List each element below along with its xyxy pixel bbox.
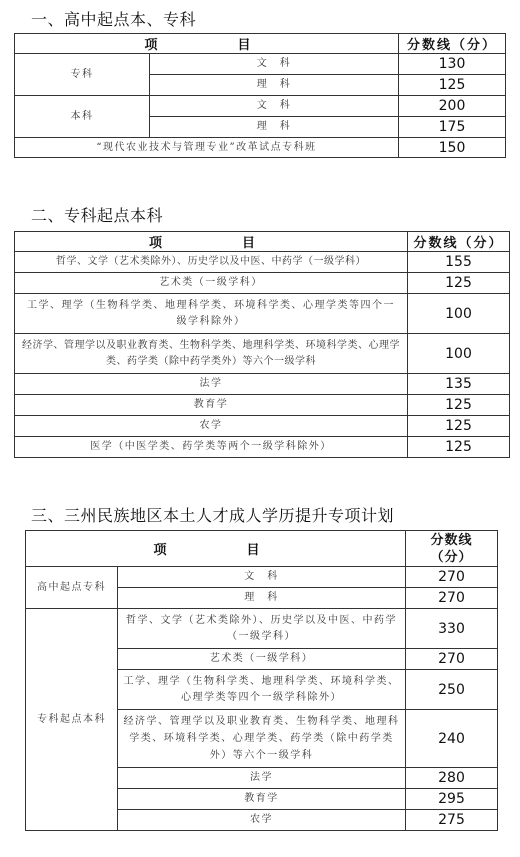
row-sub-label: 教育学 [118,789,406,810]
table-row [15,138,506,158]
header-score: 分数线（分） [399,34,506,54]
score-value: 125 [408,437,510,458]
table-row [15,395,510,416]
row-sub-label: 理 科 [150,75,399,96]
row-item-label: 法学 [15,374,408,395]
score-value: 155 [408,252,510,273]
score-value: 175 [399,117,506,138]
header-item: 项 目 [15,232,408,252]
row-sub-label: 哲学、文学（艺术类除外）、历史学以及中医、中药学（一级学科） [118,609,406,649]
row-sub-label: 文 科 [150,54,399,75]
row-item-label: 教育学 [15,395,408,416]
score-value: 200 [399,96,506,117]
header-score: 分数线（分） [408,232,510,252]
score-value: 295 [406,789,498,810]
row-item-label: 经济学、管理学以及职业教育类、生物科学类、地理科学类、环境科学类、心理学类、药学类（除中药学类外）等六个一级学科 [15,334,408,374]
score-value: 130 [399,54,506,75]
table-row [15,437,510,458]
row-group-label: 专科起点本科 [26,609,118,831]
score-value: 270 [406,649,498,670]
row-sub-label: 理 科 [118,588,406,609]
row-sub-label: 理 科 [150,117,399,138]
header-score: 分数线（分） [406,531,498,567]
row-group-label: 本科 [15,96,150,138]
row-item-label: 医学（中医学类、药学类等两个一级学科除外） [15,437,408,458]
score-value: 275 [406,810,498,831]
table-row [15,294,510,334]
table-row [15,54,506,75]
table-row [15,334,510,374]
section-1-heading: 一、高中起点本、专科 [31,10,197,29]
section-3-table [25,530,498,831]
table-row [15,96,506,117]
table-header-row [15,34,506,54]
table-row [15,416,510,437]
row-sub-label: 文 科 [118,567,406,588]
row-item-label: 工学、理学（生物科学类、地理科学类、环境科学类、心理学类等四个一级学科除外） [15,294,408,334]
section-2-heading: 二、专科起点本科 [31,206,164,225]
score-value: 125 [399,75,506,96]
table-row [15,374,510,395]
table-row [26,567,498,588]
row-sub-label: 法学 [118,768,406,789]
table-row [15,252,510,273]
row-item-label: 农学 [15,416,408,437]
score-value: 100 [408,334,510,374]
row-sub-label: 文 科 [150,96,399,117]
score-value: 125 [408,395,510,416]
score-value: 100 [408,294,510,334]
score-value: 270 [406,588,498,609]
score-value: 250 [406,670,498,710]
score-value: 280 [406,768,498,789]
score-value: 240 [406,710,498,768]
row-sub-label: 艺术类（一级学科） [118,649,406,670]
table-header-row [15,232,510,252]
header-item: 项 目 [26,531,406,567]
row-group-label: 专科 [15,54,150,96]
row-sub-label: 经济学、管理学以及职业教育类、生物科学类、地理科学类、环境科学类、心理学类、药学类（除中药学类外）等六个一级学科 [118,710,406,768]
row-item-label: 艺术类（一级学科） [15,273,408,294]
section-1-table [14,33,506,158]
score-value: 150 [399,138,506,158]
score-value: 330 [406,609,498,649]
section-3-heading: 三、三州民族地区本土人才成人学历提升专项计划 [31,506,395,525]
row-sub-label: 工学、理学（生物科学类、地理科学类、环境科学类、心理学类等四个一级学科除外） [118,670,406,710]
table-header-row [26,531,498,567]
score-value: 270 [406,567,498,588]
section-2-table [14,231,510,458]
row-item-label: “现代农业技术与管理专业”改革试点专科班 [15,138,399,158]
score-value: 125 [408,273,510,294]
row-sub-label: 农学 [118,810,406,831]
score-value: 125 [408,416,510,437]
table-row [26,609,498,649]
score-value: 135 [408,374,510,395]
row-group-label: 高中起点专科 [26,567,118,609]
row-item-label: 哲学、文学（艺术类除外）、历史学以及中医、中药学（一级学科） [15,252,408,273]
table-row [15,273,510,294]
header-item: 项 目 [15,34,399,54]
